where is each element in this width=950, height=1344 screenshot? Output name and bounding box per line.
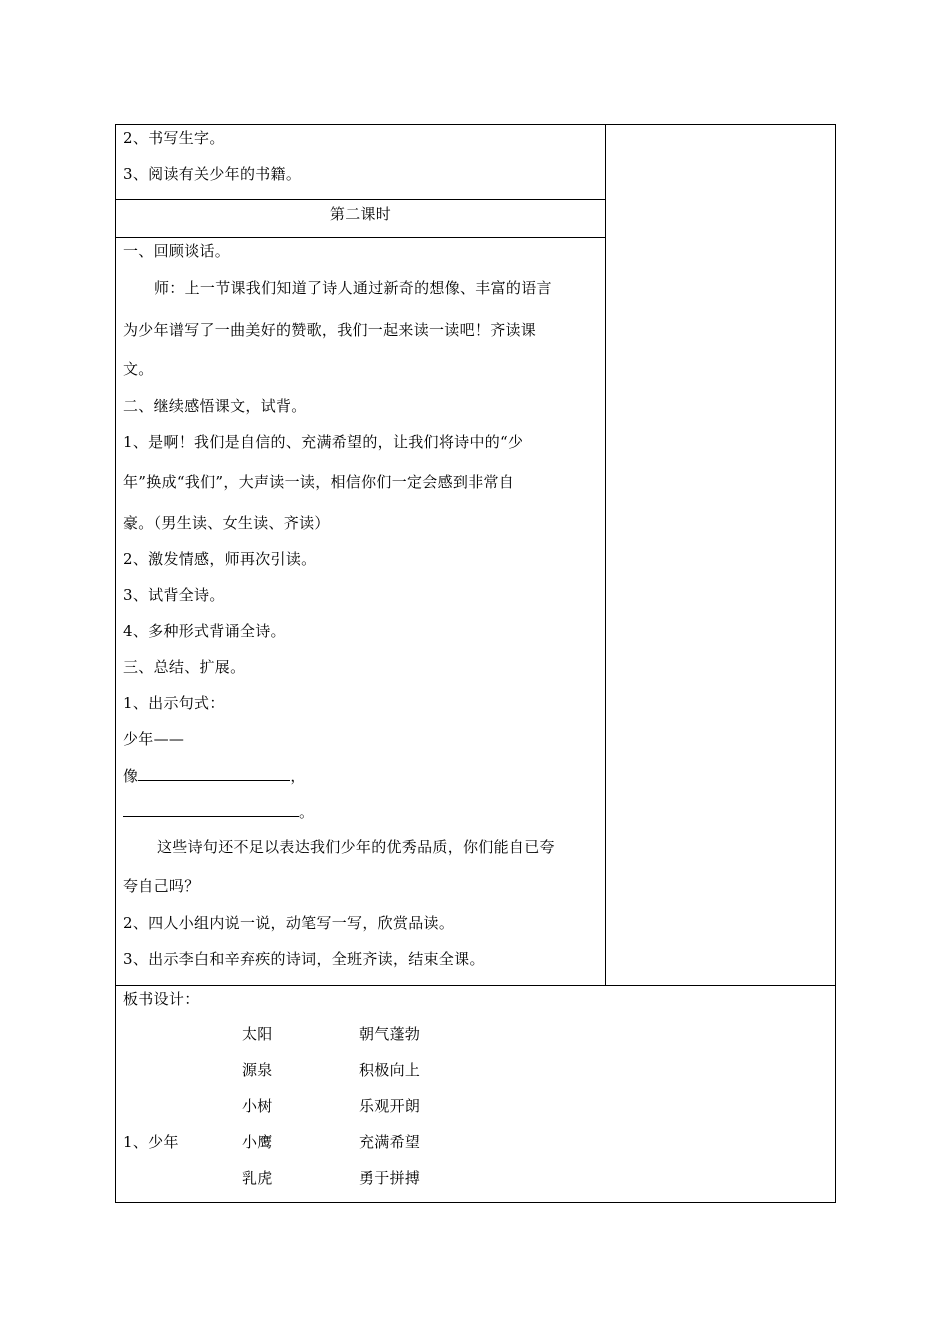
- board-image-5: 乳虎: [242, 1169, 273, 1187]
- board-quality-4: 充满希望: [359, 1133, 421, 1151]
- part1-title: 一、回顾谈话。: [123, 242, 231, 260]
- sentence-pattern-line3: [123, 801, 314, 822]
- part1-teacher-line2: 为少年谱写了一曲美好的赞歌，我们一起来读一读吧！齐读课: [123, 321, 537, 339]
- part2-item3: 3、试背全诗。: [123, 586, 225, 604]
- part2-item1-line3: 豪。（男生读、女生读、齐读）: [123, 514, 330, 532]
- board-quality-1: 朝气蓬勃: [359, 1025, 421, 1043]
- pattern-comma: ，: [290, 767, 306, 785]
- fill-blank-1: [138, 765, 290, 781]
- part2-item4: 4、多种形式背诵全诗。: [123, 622, 286, 640]
- board-image-3: 小树: [242, 1097, 273, 1115]
- board-quality-2: 积极向上: [359, 1061, 421, 1079]
- part3-item3: 3、出示李白和辛弃疾的诗词，全班齐读，结束全课。: [123, 950, 485, 968]
- board-image-1: 太阳: [242, 1025, 273, 1043]
- part3-paragraph-line1: 这些诗句还不足以表达我们少年的优秀品质，你们能自已夸: [157, 838, 555, 856]
- part2-item2: 2、激发情感，师再次引读。: [123, 550, 317, 568]
- board-image-2: 源泉: [242, 1061, 273, 1079]
- row-divider-board-top: [115, 985, 836, 986]
- homework-item-3: 3、阅读有关少年的书籍。: [123, 165, 302, 183]
- part1-teacher-line1: 师：上一节课我们知道了诗人通过新奇的想像、丰富的语言: [154, 279, 552, 297]
- part2-title: 二、继续感悟课文，试背。: [123, 397, 307, 415]
- homework-item-2: 2、书写生字。: [123, 129, 225, 147]
- board-quality-5: 勇于拼搏: [359, 1169, 421, 1187]
- pattern-period: 。: [299, 803, 315, 821]
- part3-title: 三、总结、扩展。: [123, 658, 246, 676]
- board-quality-3: 乐观开朗: [359, 1097, 421, 1115]
- sentence-pattern-line2: [123, 765, 306, 786]
- part1-teacher-line3: 文。: [123, 360, 154, 378]
- part3-item2: 2、四人小组内说一说，动笔写一写，欣赏品读。: [123, 914, 455, 932]
- part3-paragraph-line2: 夸自己吗？: [123, 877, 200, 895]
- part2-item1-line2: 年”换成“我们”，大声读一读，相信你们一定会感到非常自: [123, 473, 515, 491]
- column-divider: [605, 124, 606, 985]
- lesson-header: 第二课时: [329, 205, 392, 223]
- part3-item1: 1、出示句式：: [123, 694, 225, 712]
- sentence-pattern-line1: 少年——: [123, 730, 185, 748]
- part2-item1-line1: 1、是啊！我们是自信的、充满希望的，让我们将诗中的“少: [123, 433, 524, 451]
- board-title: 板书设计：: [123, 990, 200, 1008]
- fill-blank-2: [123, 801, 299, 817]
- pattern-prefix: 像: [123, 767, 139, 785]
- board-image-4: 小鹰: [242, 1133, 273, 1151]
- row-divider-lesson-header-bottom: [115, 237, 606, 238]
- board-subject: 1、少年: [123, 1133, 179, 1151]
- row-divider-lesson-header-top: [115, 199, 606, 200]
